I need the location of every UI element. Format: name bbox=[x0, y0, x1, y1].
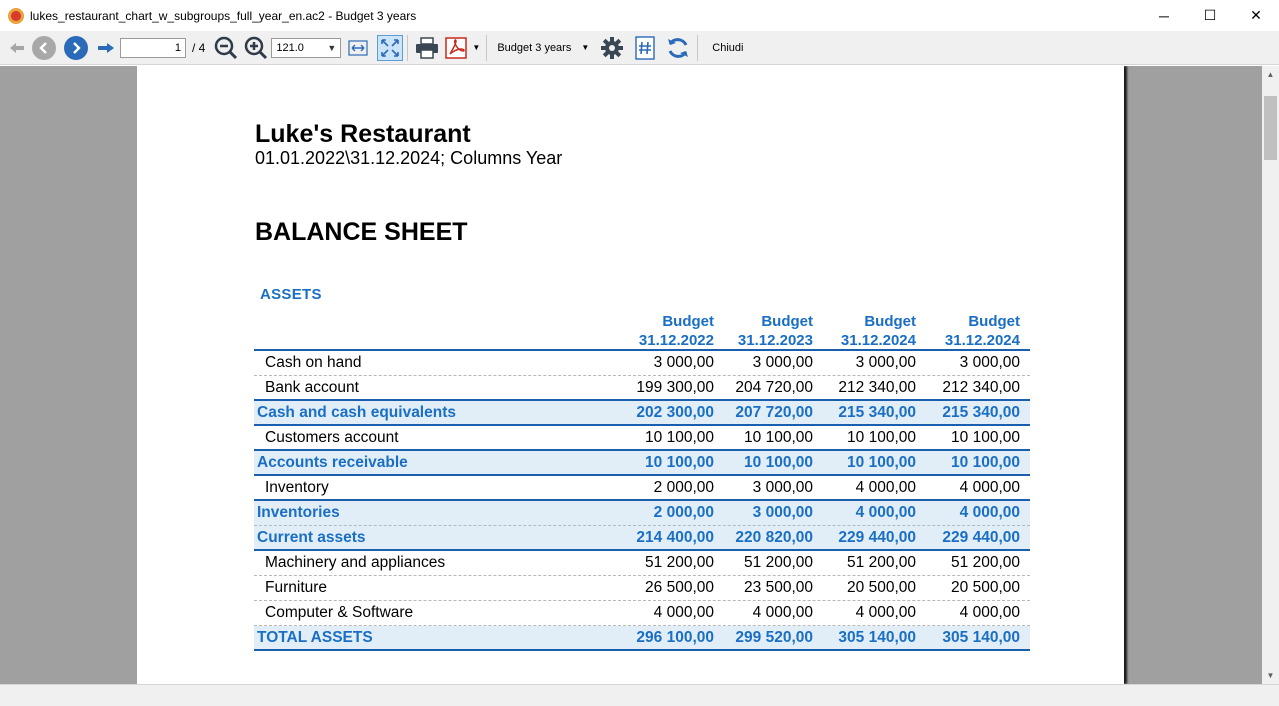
table-row bbox=[254, 476, 1030, 501]
total-row bbox=[254, 626, 1030, 651]
cell-value: 4 000,00 bbox=[653, 604, 714, 621]
settings-button[interactable] bbox=[597, 34, 627, 62]
cell-value: 214 400,00 bbox=[636, 529, 714, 546]
cell-value: 296 100,00 bbox=[636, 629, 714, 646]
toolbar-separator bbox=[407, 35, 408, 61]
cell-value: 2 000,00 bbox=[653, 479, 714, 496]
table-row bbox=[254, 601, 1030, 626]
cell-value: 199 300,00 bbox=[636, 379, 714, 396]
table-row bbox=[254, 376, 1030, 401]
cell-value: 10 100,00 bbox=[744, 454, 813, 471]
cell-value: 10 100,00 bbox=[645, 429, 714, 446]
cell-value: 3 000,00 bbox=[752, 504, 813, 521]
row-label: TOTAL ASSETS bbox=[257, 629, 373, 646]
zoom-in-button[interactable] bbox=[241, 34, 271, 62]
cell-value: 23 500,00 bbox=[744, 579, 813, 596]
row-label: Inventory bbox=[265, 479, 329, 496]
cell-value: 10 100,00 bbox=[847, 454, 916, 471]
vertical-scrollbar[interactable] bbox=[1262, 66, 1279, 684]
cell-value: 305 140,00 bbox=[838, 629, 916, 646]
cell-value: 220 820,00 bbox=[735, 529, 813, 546]
arrow-first-icon bbox=[8, 41, 26, 55]
gear-icon bbox=[600, 36, 624, 60]
cell-value: 3 000,00 bbox=[959, 354, 1020, 371]
cell-value: 207 720,00 bbox=[735, 404, 813, 421]
cell-value: 51 200,00 bbox=[744, 554, 813, 571]
cell-value: 10 100,00 bbox=[744, 429, 813, 446]
printer-icon bbox=[415, 37, 439, 59]
document-viewer[interactable] bbox=[0, 66, 1262, 684]
cell-value: 4 000,00 bbox=[959, 479, 1020, 496]
row-label: Furniture bbox=[265, 579, 328, 596]
cell-value: 4 000,00 bbox=[752, 604, 813, 621]
subtotal-row bbox=[254, 401, 1030, 426]
zoom-in-icon bbox=[244, 36, 268, 60]
column-header: Budget 31.12.2024 bbox=[840, 313, 916, 349]
cell-value: 202 300,00 bbox=[636, 404, 714, 421]
zoom-select[interactable] bbox=[271, 38, 341, 58]
scrollbar-thumb[interactable] bbox=[1264, 96, 1277, 160]
cell-value: 10 100,00 bbox=[847, 429, 916, 446]
window-title: lukes_restaurant_chart_w_subgroups_full_year_en.ac2 - Budget 3 years bbox=[30, 8, 417, 23]
app-logo-icon bbox=[8, 8, 24, 24]
report-period: 01.01.2022\31.12.2024; Columns Year bbox=[255, 148, 563, 168]
zoom-out-icon bbox=[214, 36, 238, 60]
cell-value: 215 340,00 bbox=[942, 404, 1020, 421]
chevron-left-icon bbox=[32, 36, 56, 60]
cell-value: 26 500,00 bbox=[645, 579, 714, 596]
chevron-down-icon: ▼ bbox=[327, 42, 337, 53]
caret-down-icon: ▼ bbox=[581, 43, 590, 52]
fit-page-icon bbox=[380, 38, 400, 58]
previous-page-button[interactable] bbox=[28, 34, 60, 62]
cell-value: 4 000,00 bbox=[855, 604, 916, 621]
print-button[interactable] bbox=[412, 34, 442, 62]
refresh-icon bbox=[666, 36, 690, 60]
cell-value: 2 000,00 bbox=[653, 504, 714, 521]
row-label: Customers account bbox=[265, 429, 399, 446]
cell-value: 229 440,00 bbox=[838, 529, 916, 546]
zoom-out-button[interactable] bbox=[211, 34, 241, 62]
minimize-button[interactable]: ─ bbox=[1159, 7, 1169, 24]
column-header: Budget 31.12.2022 bbox=[638, 313, 714, 349]
balance-sheet-table bbox=[254, 311, 1030, 651]
row-label: Cash on hand bbox=[265, 354, 362, 371]
row-label: Cash and cash equivalents bbox=[257, 404, 456, 421]
cell-value: 10 100,00 bbox=[951, 429, 1020, 446]
hash-icon bbox=[635, 36, 655, 60]
toolbar bbox=[0, 31, 1279, 65]
cell-value: 3 000,00 bbox=[752, 479, 813, 496]
cell-value: 10 100,00 bbox=[951, 454, 1020, 471]
cell-value: 51 200,00 bbox=[645, 554, 714, 571]
fit-width-button[interactable] bbox=[345, 35, 371, 61]
cell-value: 212 340,00 bbox=[942, 379, 1020, 396]
row-label: Bank account bbox=[265, 379, 359, 396]
cell-value: 20 500,00 bbox=[847, 579, 916, 596]
company-name: Luke's Restaurant bbox=[255, 120, 471, 148]
page-number-input[interactable]: 1 bbox=[120, 38, 186, 58]
table-row bbox=[254, 551, 1030, 576]
zoom-value: 121.0 bbox=[276, 41, 304, 54]
next-page-button[interactable] bbox=[60, 34, 92, 62]
cell-value: 51 200,00 bbox=[951, 554, 1020, 571]
budget-select[interactable] bbox=[497, 42, 589, 54]
row-label: Inventories bbox=[257, 504, 340, 521]
table-header bbox=[254, 311, 1030, 351]
subtotal-row bbox=[254, 526, 1030, 551]
column-header: Budget 31.12.2024 bbox=[944, 313, 1020, 349]
close-window-button[interactable]: ✕ bbox=[1250, 7, 1262, 23]
cell-value: 20 500,00 bbox=[951, 579, 1020, 596]
cell-value: 4 000,00 bbox=[855, 504, 916, 521]
row-label: Computer & Software bbox=[265, 604, 414, 621]
export-pdf-button[interactable] bbox=[442, 34, 470, 62]
fit-width-icon bbox=[348, 40, 368, 56]
toolbar-separator bbox=[697, 35, 698, 61]
page-number-button[interactable] bbox=[627, 34, 663, 62]
subtotal-row bbox=[254, 501, 1030, 526]
row-label: Machinery and appliances bbox=[265, 554, 446, 571]
page-total-label: / 4 bbox=[192, 40, 206, 55]
cell-value: 4 000,00 bbox=[855, 479, 916, 496]
scroll-up-icon[interactable]: ▲ bbox=[1266, 70, 1275, 79]
status-bar bbox=[0, 684, 1279, 706]
section-title: ASSETS bbox=[260, 286, 322, 303]
window-controls bbox=[1141, 0, 1279, 31]
table-row bbox=[254, 576, 1030, 601]
title-bar bbox=[0, 0, 1279, 31]
cell-value: 215 340,00 bbox=[838, 404, 916, 421]
refresh-button[interactable] bbox=[663, 34, 693, 62]
cell-value: 229 440,00 bbox=[942, 529, 1020, 546]
row-label: Current assets bbox=[257, 529, 366, 546]
close-button[interactable]: Chiudi bbox=[712, 41, 744, 54]
cell-value: 4 000,00 bbox=[959, 604, 1020, 621]
maximize-button[interactable]: ☐ bbox=[1203, 7, 1217, 23]
pdf-icon bbox=[445, 37, 467, 59]
column-header: Budget 31.12.2023 bbox=[737, 313, 813, 349]
budget-select-value: Budget 3 years bbox=[497, 41, 572, 54]
table-row bbox=[254, 351, 1030, 376]
fit-page-button[interactable] bbox=[377, 35, 403, 61]
subtotal-row bbox=[254, 451, 1030, 476]
cell-value: 305 140,00 bbox=[942, 629, 1020, 646]
cell-value: 299 520,00 bbox=[735, 629, 813, 646]
cell-value: 3 000,00 bbox=[653, 354, 714, 371]
caret-down-icon: ▼ bbox=[472, 43, 481, 52]
arrow-last-icon bbox=[96, 41, 116, 55]
row-label: Accounts receivable bbox=[257, 454, 408, 471]
cell-value: 3 000,00 bbox=[752, 354, 813, 371]
table-row bbox=[254, 426, 1030, 451]
cell-value: 212 340,00 bbox=[838, 379, 916, 396]
toolbar-separator bbox=[486, 35, 487, 61]
cell-value: 10 100,00 bbox=[645, 454, 714, 471]
report-heading: BALANCE SHEET bbox=[255, 218, 468, 246]
report-page bbox=[137, 66, 1124, 684]
cell-value: 51 200,00 bbox=[847, 554, 916, 571]
first-page-button[interactable] bbox=[6, 34, 28, 62]
cell-value: 4 000,00 bbox=[959, 504, 1020, 521]
pdf-options-dropdown[interactable] bbox=[470, 34, 482, 62]
chevron-right-icon bbox=[64, 36, 88, 60]
last-page-button[interactable] bbox=[92, 34, 120, 62]
scroll-down-icon[interactable]: ▼ bbox=[1266, 671, 1275, 680]
cell-value: 204 720,00 bbox=[735, 379, 813, 396]
cell-value: 3 000,00 bbox=[855, 354, 916, 371]
